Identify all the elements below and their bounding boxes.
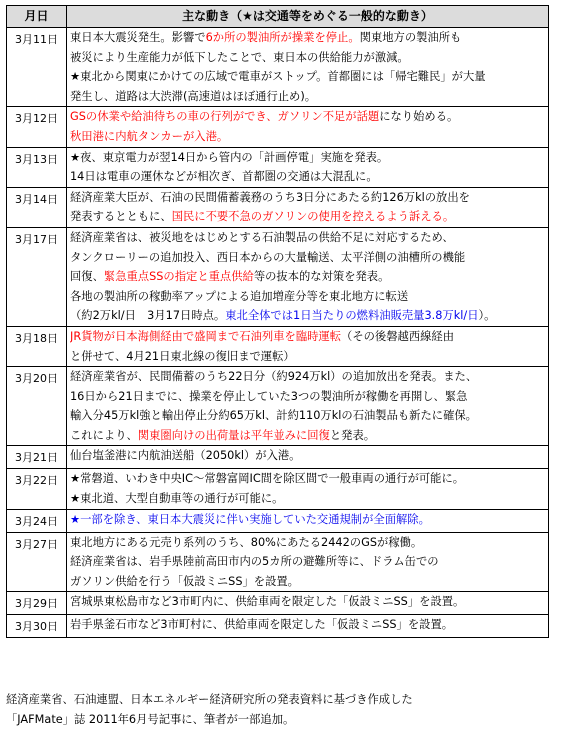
event-text-segment: 国民に不要不急のガソリンの使用を控えるよう訴える。 (171, 210, 455, 224)
event-text-segment: ★東北から関東にかけての広域で電車がストップ。首都圏には「帰宅難民」が大量 (70, 70, 486, 84)
event-text-segment: 仙台塩釜港に内航油送船（2050kl）が入港。 (70, 449, 301, 463)
date-cell: 3月12日 (7, 107, 67, 147)
event-text-segment: ★東北道、大型自動車等の通行が可能に。 (70, 492, 284, 506)
event-line (70, 426, 546, 446)
event-text-segment: 緊急重点SSの指定と重点供給 (103, 270, 254, 284)
date-cell: 3月22日 (7, 469, 67, 509)
date-cell: 3月14日 (7, 187, 67, 227)
event-text-segment: 関東圏向けの出荷量は平年並みに回復 (137, 428, 330, 442)
event-cell (67, 446, 549, 469)
header-date: 月日 (7, 6, 67, 28)
event-text-segment: （約2万kl/日 3月17日時点。 (70, 309, 226, 323)
table-row (7, 367, 549, 446)
event-text-segment: 6か所の製油所が操業を停止。 (205, 31, 360, 44)
footnote (6, 690, 561, 730)
event-text-segment: これにより、 (70, 428, 138, 442)
event-text-segment: 関東地方の製油所も (359, 31, 462, 44)
event-line (70, 248, 546, 268)
event-text-segment: になり始める。 (379, 110, 459, 124)
event-text-segment: JR貨物が日本海側経由で盛岡まで石油列車を臨時運転 (70, 329, 342, 343)
event-line (70, 533, 546, 553)
table-body (7, 28, 549, 638)
event-line (70, 469, 546, 489)
table-row (7, 532, 549, 592)
event-cell (67, 615, 549, 638)
event-text-segment: ★一部を除き、東日本大震災に伴い実施していた交通規制が全面解除。 (70, 512, 430, 526)
event-text-segment: と発表。 (329, 428, 376, 442)
event-line (70, 615, 546, 635)
footnote-line: 「JAFMate」誌 2011年6月号記事に、筆者が一部追加。 (6, 713, 295, 726)
event-text-segment: 東北全体では1日当たりの燃料油販売量3.8万kl/日 (225, 309, 479, 323)
event-line (70, 228, 546, 248)
table-row (7, 107, 549, 147)
event-text-segment: ★常磐道、いわき中央IC～常磐富岡IC間を除区間で一般車両の通行が可能に。 (70, 472, 465, 486)
event-text-segment: 東北地方にある元売り系列のうち、80%にあたる2442のGSが稼働。 (70, 535, 423, 549)
date-cell: 3月13日 (7, 147, 67, 187)
table-row (7, 187, 549, 227)
event-text-segment: 経済産業省は、被災地をはじめとする石油製品の供給不足に対応するため、 (70, 230, 454, 244)
event-line (70, 67, 546, 87)
date-cell: 3月27日 (7, 532, 67, 592)
date-cell: 3月17日 (7, 227, 67, 326)
table-row (7, 326, 549, 366)
event-text-segment: 経済産業大臣が、石油の民間備蓄義務のうち3日分にあたる約126万klの放出を (70, 190, 470, 204)
event-text-segment: 被災により生産能力が低下したことで、東日本の供給能力が激減。 (70, 50, 409, 64)
event-text-segment: と併せて、4月21日東北線の復旧まで運転） (70, 349, 295, 363)
footnote-line: 経済産業省、石油連盟、日本エネルギー経済研究所の発表資料に基づき作成した (6, 693, 413, 706)
event-cell (67, 532, 549, 592)
table-header-row (7, 6, 549, 28)
event-line (70, 387, 546, 407)
event-line (70, 592, 546, 612)
event-text-segment: 16日から21日までに、操業を停止していた3つの製油所が稼働を再開し、緊急 (70, 389, 468, 403)
event-text-segment: 14日は電車の運休などが相次ぎ、首都圏の交通は大混乱に。 (70, 170, 378, 184)
table-row (7, 615, 549, 638)
event-cell (67, 187, 549, 227)
event-line (70, 87, 546, 107)
event-text-segment: 東日本大震災発生。影響で (70, 31, 206, 44)
event-line (70, 28, 546, 48)
event-line (70, 510, 546, 530)
event-text-segment: GSの休業や給油待ちの車の行列ができ、ガソリン不足が話題 (70, 110, 380, 124)
event-line (70, 347, 546, 367)
event-text-segment: 回復、 (70, 270, 104, 284)
event-line (70, 552, 546, 572)
event-line (70, 367, 546, 387)
event-text-segment: 秋田港に内航タンカーが入港。 (70, 129, 229, 143)
event-cell (67, 147, 549, 187)
table-row (7, 446, 549, 469)
event-text-segment: 輸入分45万kl強と輸出停止分約65万kl、計約110万klの石油製品も新たに確保。 (70, 409, 477, 423)
event-line (70, 287, 546, 307)
event-text-segment: 発表するとともに、 (70, 210, 172, 224)
timeline-table (6, 5, 549, 638)
event-text-segment: タンクローリーの追加投入、西日本からの大量輸送、太平洋側の油槽所の機能 (70, 250, 466, 264)
event-line (70, 148, 546, 168)
event-text-segment: 等の抜本的な対策を発表。 (253, 270, 390, 284)
event-text-segment: 宮城県東松島市など3市町内に、供給車両を限定した「仮設ミニSS」を設置。 (70, 595, 465, 609)
event-line (70, 572, 546, 592)
event-text-segment: 経済産業省が、民間備蓄のうち22日分（約924万kl）の追加放出を発表。また、 (70, 370, 478, 384)
event-cell (67, 107, 549, 147)
event-line (70, 446, 546, 466)
event-line (70, 188, 546, 208)
date-cell: 3月18日 (7, 326, 67, 366)
event-text-segment: ）。 (478, 309, 496, 323)
event-text-segment: 岩手県釜石市など3市町村に、供給車両を限定した「仮設ミニSS」を設置。 (70, 618, 454, 632)
date-cell: 3月29日 (7, 592, 67, 615)
event-line (70, 207, 546, 227)
event-cell (67, 367, 549, 446)
event-cell (67, 469, 549, 509)
date-cell: 3月24日 (7, 509, 67, 532)
date-cell: 3月11日 (7, 28, 67, 107)
event-cell (67, 28, 549, 107)
event-text-segment: 経済産業省は、岩手県陸前高田市内の5カ所の避難所等に、ドラム缶での (70, 555, 439, 569)
event-line (70, 127, 546, 147)
date-cell: 3月20日 (7, 367, 67, 446)
table-row (7, 469, 549, 509)
table-row (7, 28, 549, 107)
table-row (7, 509, 549, 532)
table-row (7, 592, 549, 615)
date-cell: 3月21日 (7, 446, 67, 469)
event-cell (67, 326, 549, 366)
event-line (70, 267, 546, 287)
event-line (70, 327, 546, 347)
event-text-segment: 発生し、道路は大渋滞(高速道はほぼ通行止め)。 (70, 89, 317, 103)
event-text-segment: 各地の製油所の稼動率アップによる追加増産分等を東北地方に転送 (70, 289, 409, 303)
event-text-segment: ★夜、東京電力が翌14日から管内の「計画停電」実施を発表。 (70, 150, 389, 164)
header-event: 主な動き（★は交通等をめぐる一般的な動き） (67, 6, 549, 28)
event-cell (67, 227, 549, 326)
event-line (70, 167, 546, 187)
table-row (7, 227, 549, 326)
event-cell (67, 592, 549, 615)
event-line (70, 306, 546, 326)
event-line (70, 489, 546, 509)
event-text-segment: （その後磐越西線経由 (341, 329, 454, 343)
event-cell (67, 509, 549, 532)
event-text-segment: ガソリン供給を行う「仮設ミニSS」を設置。 (70, 574, 299, 588)
date-cell: 3月30日 (7, 615, 67, 638)
table-row (7, 147, 549, 187)
event-line (70, 107, 546, 127)
event-line (70, 48, 546, 68)
event-line (70, 406, 546, 426)
